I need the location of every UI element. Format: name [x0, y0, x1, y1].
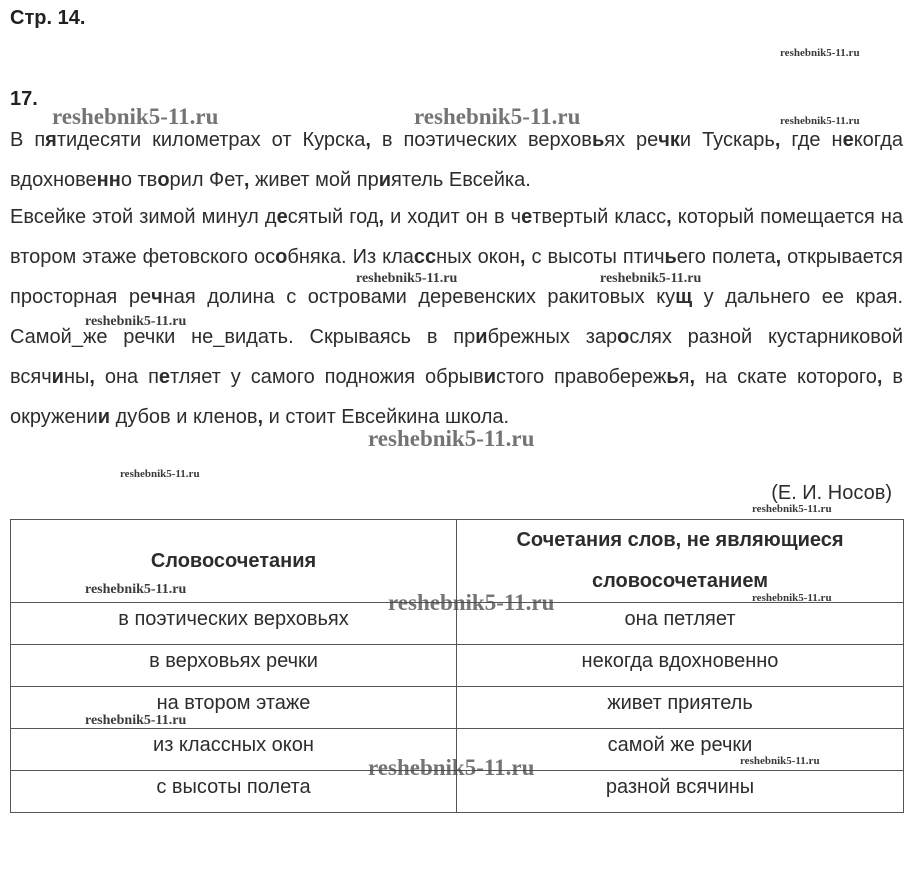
cell-non-collocation: разной всячины [457, 771, 904, 813]
highlighted-letter: , [243, 169, 250, 191]
text-segment: где н [780, 129, 843, 151]
text-segment: который помещается на втором этаже фетовского ос [10, 206, 903, 268]
highlighted-letter: и [97, 406, 111, 428]
highlighted-letter: о [157, 169, 170, 191]
table-header-row [11, 520, 904, 603]
page-heading: Стр. 14. [10, 7, 86, 29]
text-segment: сятый год [287, 206, 379, 228]
cell-collocation: на втором этаже [11, 687, 457, 729]
watermark: reshebnik5-11.ru [752, 592, 832, 604]
text-segment: в поэтических верхов [370, 129, 592, 151]
cell-non-collocation: некогда вдохновенно [457, 645, 904, 687]
watermark: reshebnik5-11.ru [368, 755, 535, 780]
header-non-collocations: Сочетания слов, не являющиеся словосочетанием [457, 520, 904, 603]
highlighted-letter: , [257, 406, 264, 428]
highlighted-letter: и [51, 366, 64, 388]
watermark: reshebnik5-11.ru [740, 755, 820, 767]
watermark: reshebnik5-11.ru [752, 503, 832, 515]
highlighted-letter: , [876, 366, 883, 388]
watermark: reshebnik5-11.ru [85, 713, 187, 728]
text-segment: тляет у самого подножия обрыв [170, 366, 484, 388]
text-segment: она п [94, 366, 159, 388]
highlighted-letter: е [158, 366, 171, 388]
highlighted-letter: , [689, 366, 696, 388]
highlighted-letter: , [519, 246, 526, 268]
highlighted-letter: ь [666, 366, 679, 388]
highlighted-letter: е [842, 129, 854, 151]
text-segment: и ходит он в ч [384, 206, 522, 228]
watermark: reshebnik5-11.ru [52, 104, 219, 129]
cell-non-collocation: живет приятель [457, 687, 904, 729]
text-segment: на скате которого [695, 366, 877, 388]
highlighted-letter: нн [96, 169, 121, 191]
text-segment: рил Фет [169, 169, 244, 191]
exercise-number: 17. [10, 88, 38, 110]
text-segment: в окружени [10, 366, 904, 428]
highlighted-letter: е [276, 206, 288, 228]
cell-collocation: в поэтических верховьях [11, 603, 457, 645]
highlighted-letter: , [365, 129, 371, 151]
highlighted-letter: о [275, 246, 288, 268]
cell-non-collocation: самой же речки [457, 729, 904, 771]
paragraph-1 [10, 120, 903, 200]
text-segment: и стоит Евсейкина школа. [263, 406, 510, 428]
watermark: reshebnik5-11.ru [780, 115, 860, 127]
highlighted-letter: и [475, 326, 488, 348]
highlighted-letter: е [521, 206, 533, 228]
table-row [11, 603, 904, 645]
answer-table [10, 519, 904, 813]
text-segment: твертый класс [532, 206, 667, 228]
text-segment: ях ре [604, 129, 659, 151]
highlighted-letter: я [45, 129, 57, 151]
text-segment: ная долина с островами деревенских ракитовых ку [162, 286, 676, 308]
text-segment: ных окон [436, 246, 520, 268]
watermark: reshebnik5-11.ru [85, 314, 187, 329]
text-segment: стого правобереж [496, 366, 667, 388]
text-segment: тидесяти километрах от Курска [56, 129, 366, 151]
highlighted-letter: ь [664, 246, 677, 268]
cell-non-collocation: она петляет [457, 603, 904, 645]
highlighted-letter: , [378, 206, 385, 228]
highlighted-letter: ь [591, 129, 605, 151]
table-row [11, 771, 904, 813]
text-segment: слях разной кустарниковой всяч [10, 326, 903, 388]
table-row [11, 687, 904, 729]
paragraph-2 [10, 197, 903, 437]
text-segment: брежных зар [487, 326, 618, 348]
highlighted-letter: , [774, 129, 781, 151]
watermark: reshebnik5-11.ru [780, 47, 860, 59]
table-row [11, 729, 904, 771]
highlighted-letter: сс [413, 246, 437, 268]
author-attribution: (Е. И. Носов) [771, 482, 892, 504]
text-segment: ны [63, 366, 90, 388]
highlighted-letter: ч [151, 286, 163, 308]
text-segment: открывается просторная ре [10, 246, 904, 308]
cell-collocation: в верховьях речки [11, 645, 457, 687]
watermark: reshebnik5-11.ru [356, 271, 458, 286]
highlighted-letter: и [378, 169, 391, 191]
highlighted-letter: щ [675, 286, 693, 308]
text-segment: живет мой пр [249, 169, 379, 191]
watermark: reshebnik5-11.ru [85, 582, 187, 597]
cell-collocation: с высоты полета [11, 771, 457, 813]
text-segment: бняка. Из кла [287, 246, 414, 268]
watermark: reshebnik5-11.ru [388, 590, 555, 615]
text-segment: у дальнего ее края. Самой_же речки не_видать. Скрываясь в пр [10, 286, 903, 348]
text-segment: с высоты птич [525, 246, 665, 268]
text-segment: его полета [676, 246, 776, 268]
text-segment: и Тускарь [679, 129, 775, 151]
text-segment: когда вдохнове [10, 129, 903, 191]
text-segment: о тв [120, 169, 158, 191]
text-segment: ятель Евсейка. [391, 169, 531, 191]
watermark: reshebnik5-11.ru [368, 426, 535, 451]
text-segment: Евсейке этой зимой минул д [10, 206, 277, 228]
text-segment: дубов и кленов [110, 406, 258, 428]
watermark: reshebnik5-11.ru [600, 271, 702, 286]
table-row [11, 645, 904, 687]
highlighted-letter: чк [658, 129, 680, 151]
highlighted-letter: и [483, 366, 497, 388]
highlighted-letter: , [89, 366, 95, 388]
highlighted-letter: , [666, 206, 672, 228]
text-segment: В п [10, 129, 46, 151]
header-collocations: Словосочетания [11, 520, 457, 603]
watermark: reshebnik5-11.ru [414, 104, 581, 129]
cell-collocation: из классных окон [11, 729, 457, 771]
highlighted-letter: , [775, 246, 782, 268]
text-segment: я [678, 366, 690, 388]
highlighted-letter: о [617, 326, 630, 348]
watermark: reshebnik5-11.ru [120, 468, 200, 480]
